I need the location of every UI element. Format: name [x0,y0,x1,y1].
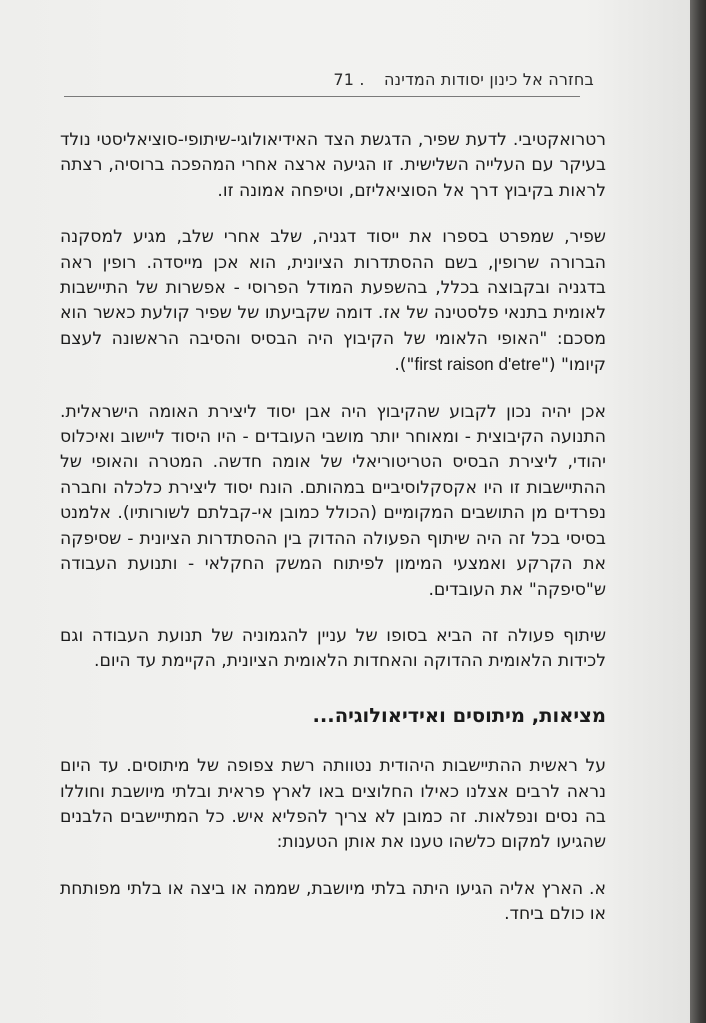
header-rule [64,96,580,97]
paragraph-5: על ראשית ההתיישבות היהודית נטוותה רשת צפופה של מיתוסים. עד היום נראה לרבים אצלנו כאילו החלוצים באו לארץ פראית ובלתי מיושבת וחוללו בה נסים ונפלאות. זה כמובן לא צריך להפליא איש. כל המתיישבים הלבנים שהגיעו למקום כלשהו טענו את אותן הטענות: [60,756,606,853]
running-header-title: בחזרה אל כינון יסודות המדינה [383,70,594,89]
section-heading: מציאות, מיתוסים ואידיאולוגיה... [312,703,606,727]
page-body [60,128,606,949]
paragraph-2 [60,225,606,378]
running-header: בחזרה אל כינון יסודות המדינה . 71 [333,70,594,89]
paragraph-4: שיתוף פעולה זה הביא בסופו של עניין להגמוניה של תנועת העבודה וגם לכידות הלאומית ההדוקה והאחדות הלאומית הציונית, הקיימת עד היום. [60,625,606,672]
paragraph-3: אכן יהיה נכון לקבוע שהקיבוץ היה אבן יסוד ליצירת האומה הישראלית. התנועה הקיבוצית - ומאוחר יותר מושבי העובדים - היו היסוד ליישוב ואיכלוס יהודי, ליצירת הבסיס הטריטוריאלי של אומה חדשה. המטרה והאופי של ההתיישבות זו היו אקסקלוסיביים במהותם. הונח יסוד ליצירת כלכלה וחברה נפרדים מן התושבים המקומיים (הכולל כמובן אי-קבלתם לשורותיו). אלמנט בסיסי בכל זה היה שיתוף הפעולה ההדוק בין ההסתדרות הציונית - שסיפקה את הקרקע ואמצעי המימון לפיתוח המשק החקלאי - ותנועת העבודה ש"סיפקה" את העובדים. [60,401,606,600]
page-number: 71 [333,70,355,89]
paragraph-2-text: שפיר, שמפרט בספרו את ייסוד דגניה, שלב אחרי שלב, מגיע למסקנה הברורה שרופין, בשם ההסתדרות הציונית, הוא אכן מייסדה. רופין ראה בדגניה ובקבוצה בכלל, בהשפעת המודל הפרוסי - אפשרות של התיישבות לאומית בתנאי פלסטינה של אז. דומה שקביעתו של שפיר קולעת כאשר הוא מסכם: "האופי הלאומי של הקיבוץ היה הבסיס והסיבה הראשונה לעצם קיומו" (" [60,227,606,376]
paragraph-1: רטרואקטיבי. לדעת שפיר, הדגשת הצד האידיאולוגי-שיתופי-סוציאליסטי נולד בעיקר עם העלייה השלישית. זו הגיעה ארצה אחרי המהפכה ברוסיה, רצתה לראות בקיבוץ דרך אל הסוציאליזם, וטיפחה אמונה זו. [60,130,606,201]
paragraph-6: א. הארץ אליה הגיעו היתה בלתי מיושבת, שממה או ביצה או בלתי מפותחת או כולם ביחד. [60,878,606,925]
quote-close: "). [394,355,415,376]
french-quote: first raison d'etre [414,354,541,375]
page-edge-shadow [690,0,706,1023]
